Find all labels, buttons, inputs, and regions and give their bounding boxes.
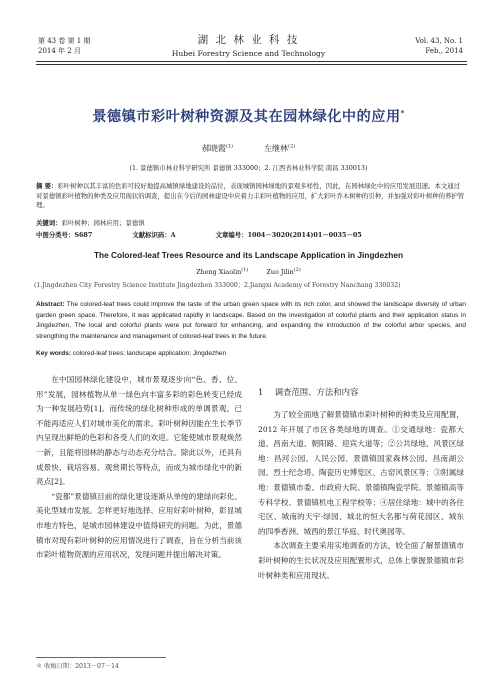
journal-title-en: Hubei Forestry Science and Technology xyxy=(171,49,326,58)
affiliation-en: (1.Jingdezhen City Forestry Science Institute Jingdezhen 333000；2.Jiangxi Academy of Forestry Nanchang 330032) xyxy=(34,282,401,289)
author-2-sup: (2) xyxy=(288,143,296,150)
abstract-zh-text: 彩叶树种以其丰富的色彩可较好地提高城镇绿地建设的品位，表现城镇园林绿地的景观多样性，因此，在园林绿化中的应用发展迅速。本文通过对景德镇彩叶植物的种类及应用现状的调查，提出在今后的园林建设中应着力丰彩叶植物的应用，扩大彩叶乔木树种的引种，并加强对彩叶树种的养护管理。 xyxy=(36,182,465,210)
body-paragraph: 为了较全面地了解景德镇市彩叶树种的种类及应用配置，2012 年开展了市区各类绿地的调查。①交通绿地：瓷都大道、昌南大道、朝阳路、迎宾大道等；②公共绿地、风景区绿地：昌河公园、人民公园、景德镇国家森林公园、昌南湖公园、烈士纪念塔、陶瓷历史博览区、古窑风景区等；③附属绿地：景德镇市委、市政府大院、景德镇陶瓷学院、景德镇高等专科学校、景德镇机电工程学校等；④居住绿地：城中的各住宅区、城南的天宇·绿园、城北的恒大名都与荷花园区、城东的四季香洲、城西的景江华庭、时代奥园等。 xyxy=(258,410,464,536)
body-column-left xyxy=(36,373,242,563)
header-rule-bottom xyxy=(36,64,467,65)
journal-title-zh: 湖 北 林 业 科 技 xyxy=(197,34,300,46)
paper-title-en: The Colored-leaf Trees Resource and its Landscape Application in Jingdezhen xyxy=(93,250,404,260)
body-column-right xyxy=(258,408,464,583)
article-number: 文章编号：1004－3020(2014)01－0035－05 xyxy=(215,231,362,239)
header-date-en: Feb., 2014 xyxy=(425,47,463,55)
section-heading-1 xyxy=(258,386,358,398)
section-title: 调查范围、方法和内容 xyxy=(274,387,359,397)
body-paragraph: 本次调查主要采用实地调查的方法，较全面了解景德镇市彩叶树种的生长状况及应用配置形式，总体上掌握景德镇市彩叶树种类和应用现状。 xyxy=(258,541,464,580)
document-code: 文献标识码：A xyxy=(132,231,176,239)
header-rule-top xyxy=(36,61,467,62)
author-2: 左继林 xyxy=(264,144,289,153)
keywords-zh xyxy=(36,218,466,227)
header-volume-en: Vol. 43, No. 1 xyxy=(415,37,463,45)
header-right xyxy=(415,36,463,56)
abstract-zh-label: 摘 要： xyxy=(36,182,58,190)
header-date-zh: 2014 年 2 月 xyxy=(38,47,81,55)
section-number: 1 xyxy=(258,387,264,397)
abstract-en-text: The colored-leaf trees could improve the taste of the urban green space with its rich color, and showed the landscape diversity of urban garden green space. Therefore, it was applicated rapidly in landscape. Based on the investigation of colorful plants and their application status in Jingdezhen, The local and colorful plants were put forward for enhancing, and expanding the introduction of the colorful arbor species, and strengthing the maintenance and management of colored-leaf trees in the future. xyxy=(36,301,466,340)
header-volume-zh: 第 43 卷 第 1 期 xyxy=(38,37,91,45)
body-paragraph: “瓷都”景德镇目前的绿化建设逐渐从单纯的建绿向彩化、美化型城市发展。怎样更好地选择、应用好彩叶树种，彰显城市地方特色，是城市园林建设中值得研究的问题。为此，景德镇市对现有彩叶树种的应用情况进行了调查，旨在分析当前该市彩叶植物资源的应用状况，发现问题并提出解决对策。 xyxy=(36,491,242,560)
abstract-en xyxy=(36,300,466,342)
clc-number: 中图分类号：S687 xyxy=(36,231,93,239)
author-en-1-sup: (1) xyxy=(241,267,249,273)
authors-en xyxy=(0,267,497,276)
authors-zh xyxy=(0,143,497,154)
author-en-2-sup: (2) xyxy=(293,267,301,273)
author-1: 郝晓霞 xyxy=(201,144,226,153)
keywords-en-label: Key words: xyxy=(36,350,72,357)
classification-zh xyxy=(36,230,466,239)
abstract-en-label: Abstract: xyxy=(36,301,65,308)
affiliation-zh: (1. 景德镇市林业科学研究所 景德镇 333000；2. 江西省林业科学院 南昌 330013) xyxy=(129,164,368,172)
keywords-en xyxy=(36,350,466,357)
author-en-2: Zuo Jilin xyxy=(266,268,294,277)
paper-title-text: 景德镇市彩叶树种资源及其在园林绿化中的应用 xyxy=(92,109,401,125)
keywords-en-text: colored-leaf trees; landscape application; Jingdezhen xyxy=(72,350,227,357)
abstract-zh xyxy=(36,182,466,211)
keywords-zh-text: 彩叶树种；园林应用；景德镇 xyxy=(61,219,145,227)
title-footnote-mark: * xyxy=(400,108,405,118)
author-en-1: Zheng Xiaolin xyxy=(196,268,242,277)
paper-title xyxy=(0,106,497,126)
author-1-sup: (1) xyxy=(225,143,233,150)
keywords-zh-label: 关键词： xyxy=(36,219,62,227)
received-date-footnote: ＊ 收稿日期：2013－07－14 xyxy=(36,663,119,670)
body-paragraph: 在中国园林绿化建设中，城市景观逐步向“色、香、位、形”发展，园林植物从单一绿色向丰富多彩的彩色转变已经成为一种发展趋势[1]。而传统的绿化树种形成的单调景观，已不能再适应人们对城市美化的需求。彩叶树种因能在生长季节内呈现出鲜艳的色彩和各受人们的欢迎。它能使城市景观焕然一新，且能将园林的静态与动态充分结合。除此以外，还具有成景快、栽培容易、观赏期长等特点，而成为城市绿化中的新亮点[2]。 xyxy=(36,375,242,487)
footnote-rule xyxy=(36,657,166,658)
